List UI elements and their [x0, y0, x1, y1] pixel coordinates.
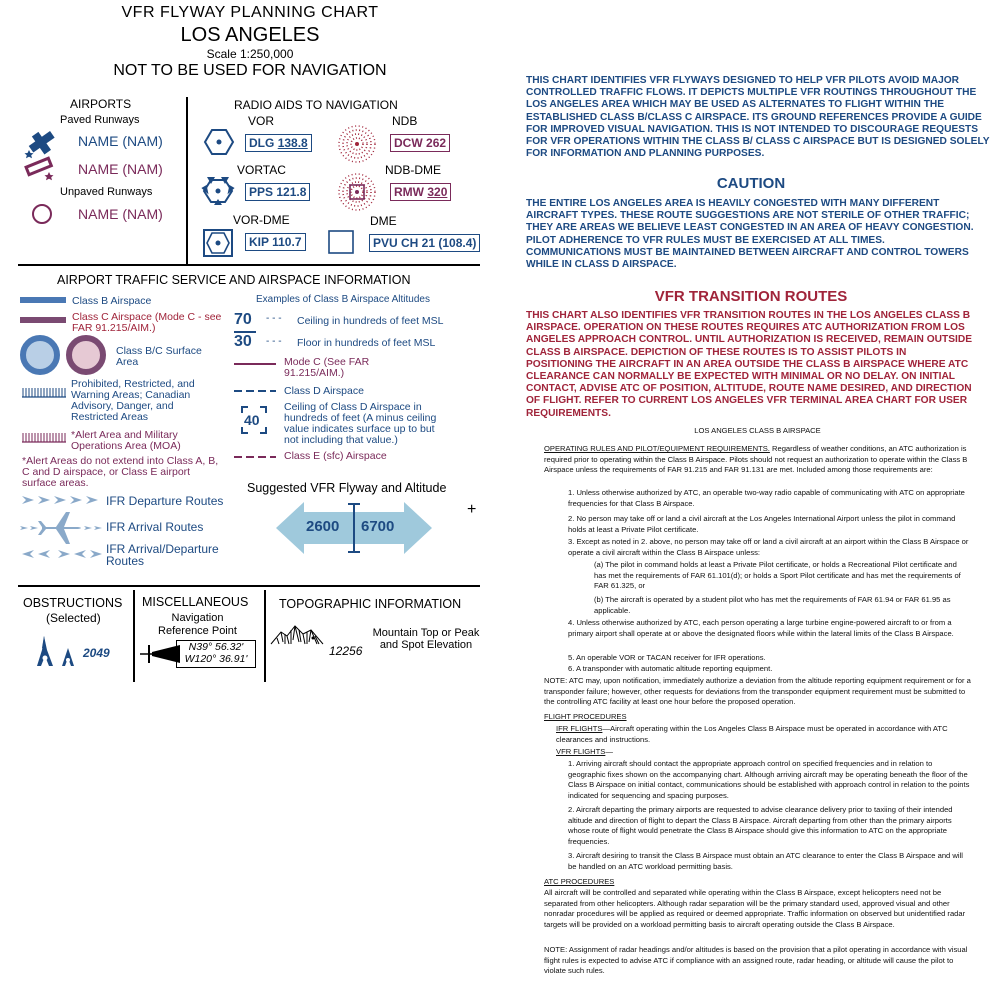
airports-heading: AIRPORTS [70, 97, 132, 111]
dme-label: DME [370, 214, 397, 228]
divider-misc-topo [264, 590, 266, 682]
mode-c-label: Mode C (See FAR 91.215/AIM.) [284, 356, 370, 379]
mountain-peak-icon [269, 622, 325, 646]
airport-name-2: NAME (NAM) [78, 161, 163, 177]
class-b-rules [544, 426, 971, 986]
intro-paragraph: THIS CHART IDENTIFIES VFR FLYWAYS DESIGNED TO HELP VFR PILOTS AVOID MAJOR CONTROLLED TRAFFIC FLOWS. IT DEPICTS MULTIPLE VFR ROUTINGS THROUGHOUT THE LOS ANGELES AREA WHICH MAY BE USED AS ALTERNATES TO FLIGHT WITHIN THE ESTABLISHED CLASS B/CLASS C AIRSPACE. ITS GROUND REFERENCES PROVIDE A GUIDE FOR IMPROVED VISUAL NAVIGATION. THIS IS NOT INTENDED TO DISCOURAGE REQUESTS FOR VFR OPERATIONS WITHIN THE CLASS B/ CLASS C AIRSPACE BUT IS DESIGNED SOLELY FOR INFORMATION AND PLANNING PURPOSES. [526, 75, 990, 160]
flyway-arrow [276, 502, 432, 554]
obstruction-elevation: 2049 [83, 646, 110, 660]
class-d-label: Class D Airspace [284, 385, 364, 397]
ndb-frequency: 262 [426, 136, 447, 150]
ifr-departure-arrows [22, 494, 102, 506]
class-b-label: Class B Airspace [72, 295, 152, 307]
prohibited-area-label: Prohibited, Restricted, and Warning Areas; Canadian Advisory, Danger, and Restricted Areas [71, 378, 195, 423]
class-b-line [20, 297, 66, 303]
operating-rules-heading: OPERATING RULES AND PILOT/EQUIPMENT REQUIREMENTS. [544, 444, 770, 453]
ceiling-value: 70 [234, 311, 252, 328]
rule-5: 5. An operable VOR or TACAN receiver for IFR operations. [568, 653, 766, 662]
vfr-2: 2. Aircraft departing the primary airports are requested to advise clearance delivery prior to taxiing of their intended altitude and direction of flight to depart the Class B Airspace. Aircraft departing from other than the primary airports whose route of flight would penetrate the Class B Airspace should give this information to ATC on the appropriate frequencies. [568, 805, 953, 846]
vfr-flights [556, 747, 613, 758]
unpaved-runways-label: Unpaved Runways [60, 186, 153, 198]
rule-1: 1. Unless otherwise authorized by ATC, an operable two-way radio capable of communicating with ATC on appropriate frequencies for that Class B Airspace. [568, 488, 965, 508]
class-e-line [234, 455, 276, 459]
flight-procedures-heading: FLIGHT PROCEDURES [544, 712, 627, 721]
paved-runways-label: Paved Runways [60, 114, 140, 126]
chart-scale: Scale 1:250,000 [206, 47, 294, 61]
rules-note-1: NOTE: ATC may, upon notification, immediately authorize a deviation from the altitude reporting equipment requirement or for a transponder failure; however, other requests for deviations from the transponder equipment requirement must be submitted to the controlling ATC facility at least one hour before the proposed operation. [544, 676, 971, 707]
vfr-3: 3. Aircraft desiring to transit the Class B Airspace must obtain an ATC clearance to enter the Class B Airspace and will be handled on an ATC workload permitting basis. [568, 851, 963, 871]
vor-id-box [245, 134, 312, 152]
class-c-line [20, 317, 66, 323]
class-b-surface-icon [18, 334, 62, 376]
rules-title: LOS ANGELES CLASS B AIRSPACE [694, 426, 821, 435]
airspace-heading: AIRPORT TRAFFIC SERVICE AND AIRSPACE INFORMATION [57, 273, 411, 287]
nrp-label: Navigation Reference Point [158, 612, 237, 637]
obstructions-sub: (Selected) [46, 611, 101, 625]
vortac-icon [201, 175, 235, 207]
vor-dme-id-box: KIP 110.7 [245, 233, 306, 251]
divider-obs-misc [133, 590, 135, 682]
class-d-ceiling-value: 40 [244, 412, 260, 428]
ceiling-label: Ceiling in hundreds of feet MSL [297, 315, 444, 327]
atc-procedures-text: All aircraft will be controlled and separated while operating within the Class B Airspace, except helicopters need not be separated from other helicopters. Although radar separation will be the primary standard used, approved visual and other nonradar procedures will be applied as required or deemed appropriate. Traffic information on observed but unidentified radar targets will be provided on a workload permitting basis to aircraft operating outside the Class B Airspace. [544, 888, 966, 929]
spot-elevation-label: Mountain Top or Peak and Spot Elevation [372, 627, 480, 651]
crosshair-mark: + [467, 501, 477, 518]
ifr-departure-label: IFR Departure Routes [106, 494, 224, 508]
spot-elevation-value: 12256 [329, 644, 363, 658]
ifr-arrival-icon [20, 510, 102, 546]
vfr-flights-heading: VFR FLIGHTS [556, 747, 606, 756]
class-c-surface-icon [64, 334, 108, 376]
divider-bottom-section [18, 585, 480, 587]
chart-title: VFR FLYWAY PLANNING CHART [121, 4, 379, 21]
floor-label: Floor in hundreds of feet MSL [297, 337, 436, 349]
flyway-right-altitude: 6700 [361, 518, 395, 535]
obstruction-icon [34, 634, 80, 668]
rule-6: 6. A transponder with automatic altitude reporting equipment. [568, 664, 773, 673]
misc-heading: MISCELLANEOUS [142, 595, 249, 609]
class-c-label: Class C Airspace (Mode C - see FAR 91.215/AIM.) [72, 311, 222, 334]
airport-name-3: NAME (NAM) [78, 206, 163, 222]
class-d-line [234, 389, 276, 393]
dme-square-icon [327, 229, 355, 255]
floor-value: 30 [234, 333, 252, 350]
rules-note-2: NOTE: Assignment of radar headings and/or altitudes is based on the provision that a pilot operating in accordance with visual flight rules is expected to advise ATC if compliance with an assigned route, radar heading, or altitude will cause the pilot to violate such rules. [544, 945, 968, 976]
rule-3b: (b) The aircraft is operated by a student pilot who has met the requirements of FAR 61.94 or FAR 61.95 as applicable. [594, 595, 951, 615]
flyway-left-altitude: 2600 [306, 518, 340, 535]
vor-id: DLG [249, 136, 275, 150]
ndb-dme-id: RMW [394, 185, 424, 199]
divider-top-section [18, 264, 480, 266]
nav-warning: NOT TO BE USED FOR NAVIGATION [113, 62, 387, 79]
surface-area-label: Class B/C Surface Area [116, 345, 202, 368]
prohibited-area-symbol [22, 386, 66, 398]
rule-2: 2. No person may take off or land a civil aircraft at the Los Angeles International Airport unless the pilot in command holds at least a Private Pilot certificate. [568, 514, 956, 534]
operating-rules-text: Regardless of weather conditions, an ATC authorization is required prior to operating within the Class B Airspace. Pilots should not request an authorization to operate within the Class B Airspace unless the requirements of FAR 91.215 and FAR 91.131 are met. Included among those requirements are: [544, 444, 968, 475]
ndb-dme-frequency: 320 [427, 185, 448, 199]
nrp-longitude: W120° 36.91' [184, 653, 248, 665]
alert-area-label: *Alert Area and Military Operations Area (MOA) [71, 429, 181, 452]
floor-dash: - - - [266, 336, 282, 347]
divider-airports-radio [186, 97, 188, 265]
rule-4: 4. Unless otherwise authorized by ATC, each person operating a large turbine engine-powered aircraft to or from a primary airport shall operate at or above the designated floors while within the lateral limits of the Class B Airspace. [568, 618, 954, 638]
ifr-arrdep-label: IFR Arrival/Departure Routes [106, 542, 219, 568]
ndb-id-box [390, 134, 450, 152]
ndb-dme-label: NDB-DME [385, 163, 441, 177]
vortac-label: VORTAC [237, 163, 286, 177]
ndb-dotted-icon [336, 124, 378, 164]
class-b-altitudes-heading: Examples of Class B Airspace Altitudes [256, 294, 430, 305]
vor-dme-label: VOR-DME [233, 213, 290, 227]
ifr-arrival-label: IFR Arrival Routes [106, 520, 204, 534]
ceiling-dash: - - - [266, 313, 282, 324]
ifr-flights [556, 724, 970, 745]
ifr-flights-heading: IFR FLIGHTS [556, 724, 603, 733]
vor-label: VOR [248, 114, 275, 128]
rule-3a: (a) The pilot in command holds at least a Private Pilot certificate, or holds a Recreational Pilot certificate and has met the requirements of FAR 61.101(d); or holds a Sport Pilot certificate and has met the requirements of FAR 61.325, or [594, 560, 961, 591]
vortac-id-box: PPS 121.8 [245, 183, 310, 201]
vfr-flights-dash: — [605, 747, 613, 756]
caution-heading: CAUTION [716, 175, 786, 192]
ifr-arrdep-arrows [22, 548, 102, 560]
airport-name-1: NAME (NAM) [78, 133, 163, 149]
unpaved-runway-icon [31, 203, 53, 225]
topo-heading: TOPOGRAPHIC INFORMATION [279, 597, 462, 611]
transition-heading: VFR TRANSITION ROUTES [654, 288, 848, 305]
caution-paragraph: THE ENTIRE LOS ANGELES AREA IS HEAVILY CONGESTED WITH MANY DIFFERENT AIRCRAFT TYPES. THESE ROUTE SUGGESTIONS ARE NOT STERILE OF OTHER TRAFFIC; THEY ARE AREAS WE BELIEVE LEAST CONGESTED IN AN AREA OF HEAVY CONGESTION. PILOT ADHERENCE TO VFR RULES MUST BE EXERCISED AT ALL TIMES. COMMUNICATIONS MUST BE MAINTAINED BETWEEN AIRCRAFT AND CONTROL TOWERS WHILE IN CLASS D AIRSPACE. [526, 198, 974, 271]
mode-c-line [234, 363, 276, 365]
transition-paragraph: THIS CHART ALSO IDENTIFIES VFR TRANSITION ROUTES IN THE LOS ANGELES CLASS B AIRSPACE. OPERATION ON THESE ROUTES REQUIRES ATC AUTHORIZATION FROM LOS ANGELES APPROACH CONTROL. UNTIL AUTHORIZATION IS RECEIVED, REMAIN OUTSIDE CLASS B AIRSPACE. DEPICTION OF THESE ROUTES IS TO ASSIST PILOTS IN POSITIONING THE AIRCRAFT IN AN AREA OUTSIDE THE CLASS B AIRSPACE WHERE ATC CLEARANCE CAN NORMALLY BE EXPECTED WITH MINIMAL OR NO DELAY. ON INITIAL CONTACT, ADVISE ATC OF POSITION, ALTITUDE, ROUTE NAME DESIRED, AND DIRECTION OF FLIGHT. REFER TO CURRENT LOS ANGELES VFR TERMINAL AREA CHART FOR USER REQUIREMENTS. [526, 310, 972, 419]
paved-runway-magenta-icon [24, 156, 60, 184]
ndb-label: NDB [392, 114, 418, 128]
obstructions-heading: OBSTRUCTIONS [23, 596, 123, 610]
vor-dme-icon [202, 228, 234, 258]
radio-aids-heading: RADIO AIDS TO NAVIGATION [234, 98, 398, 112]
atc-procedures-heading: ATC PROCEDURES [544, 877, 615, 886]
class-e-label: Class E (sfc) Airspace [284, 450, 387, 462]
ndb-dme-id-box [390, 183, 451, 201]
vfr-1: 1. Arriving aircraft should contact the appropriate approach control on specified frequencies and in relation to geographic fixes shown on the accompanying chart. Although arriving aircraft may be operating beneath the floor of the Class B Airspace on initial contact, communications should be established with approach control in relation to the points indicated for sequencing and spacing purposes. [568, 759, 970, 800]
vor-hexagon-icon [203, 128, 235, 156]
vor-frequency: 138.8 [277, 136, 308, 150]
operating-rules [544, 444, 971, 476]
chart-city: LOS ANGELES [180, 24, 320, 46]
ndb-dme-icon [336, 172, 378, 212]
alert-area-note: *Alert Areas do not extend into Class A, B, C and D airspace, or Class E airport surface areas. [22, 455, 219, 489]
rule-3: 3. Except as noted in 2. above, no person may take off or land a civil aircraft at an airport within the Class B Airspace or operate a civil aircraft within the Class B Airspace unless: [568, 537, 969, 557]
flyway-title: Suggested VFR Flyway and Altitude [247, 481, 447, 495]
ifr-flights-text: —Aircraft operating within the Los Angeles Class B Airspace must be operated in accordance with ATC clearances and instructions. [556, 724, 948, 744]
class-d-ceiling-label: Ceiling of Class D Airspace in hundreds of feet (A minus ceiling value indicates surface up to but not including that value.) [284, 401, 437, 446]
nrp-latitude: N39° 56.32' [188, 641, 244, 653]
dme-id-box: PVU CH 21 (108.4) [369, 234, 480, 252]
alert-area-symbol [22, 431, 66, 443]
nrp-coordinate-box [176, 640, 256, 668]
ndb-id: DCW [394, 136, 423, 150]
